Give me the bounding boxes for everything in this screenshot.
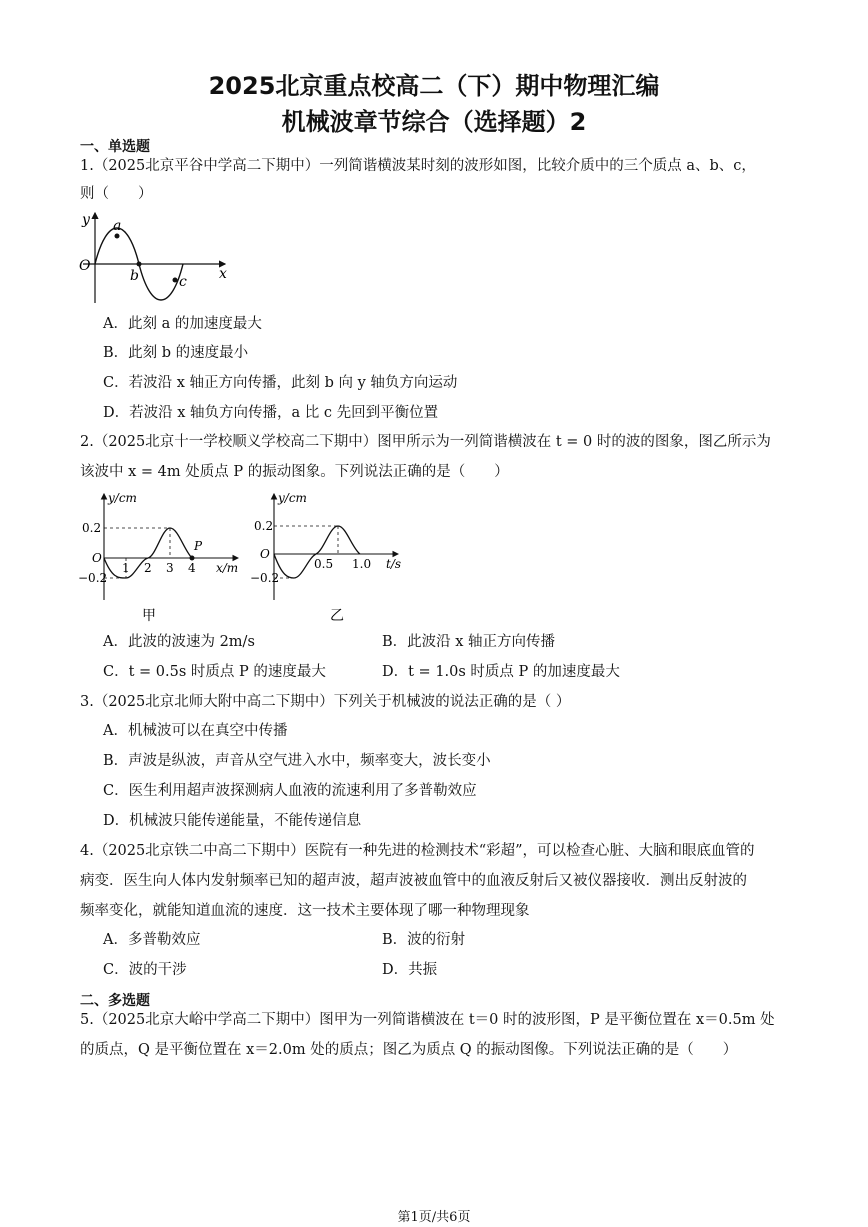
q5-stem-line1: 5.（2025北京大峪中学高二下期中）图甲为一列简谐横波在 t＝0 时的波形图，P 是平衡位置在 x＝0.5m 处 — [80, 1012, 775, 1028]
q3-stem-line1: 3.（2025北京北师大附中高二下期中）下列关于机械波的说法正确的是（ ） — [80, 694, 571, 710]
q1-wave-figure — [75, 208, 235, 308]
page-subtitle: 机械波章节综合（选择题）2 — [281, 108, 587, 136]
svg-text:2: 2 — [144, 561, 152, 575]
q3-option-b: B．声波是纵波，声音从空气进入水中，频率变大，波长变小 — [103, 753, 491, 769]
q4-option-c: C．波的干涉 — [103, 962, 187, 978]
q4-option-d: D．共振 — [382, 962, 438, 978]
svg-text:y/cm: y/cm — [278, 491, 307, 505]
q1-label-a: a — [113, 218, 122, 234]
q2-figure-jia — [76, 488, 246, 628]
q1-label-origin: O — [79, 258, 91, 274]
q4-option-b: B．波的衍射 — [382, 932, 466, 948]
q2-stem-line1: 2.（2025北京十一学校顺义学校高二下期中）图甲所示为一列简谐横波在 t = 0 时的波的图象，图乙所示为 — [80, 434, 771, 450]
q3-option-a: A．机械波可以在真空中传播 — [103, 723, 288, 739]
q4-stem-line1: 4.（2025北京铁二中高二下期中）医院有一种先进的检测技术“彩超”，可以检查心脏、大脑和眼底血管的 — [80, 843, 755, 859]
svg-text:O: O — [92, 551, 102, 565]
svg-text:−0.2: −0.2 — [250, 571, 280, 585]
q3-option-d: D．机械波只能传递能量，不能传递信息 — [103, 813, 362, 829]
q1-option-b: B．此刻 b 的速度最小 — [103, 345, 249, 361]
q2-figure-yi — [250, 488, 410, 628]
q1-stem-line1: 1.（2025北京平谷中学高二下期中）一列简谐横波某时刻的波形如图，比较介质中的三个质点 a、b、c， — [80, 158, 756, 174]
svg-text:4: 4 — [188, 561, 196, 575]
q2-option-b: B．此波沿 x 轴正方向传播 — [382, 634, 556, 650]
q2-jia-caption: 甲 — [142, 608, 156, 624]
q1-point-a — [115, 234, 120, 239]
q2-yi-caption: 乙 — [330, 608, 344, 624]
svg-text:y/cm: y/cm — [108, 491, 137, 505]
svg-text:x/m: x/m — [216, 561, 239, 575]
page-footer: 第1页/共6页 — [397, 1210, 471, 1225]
svg-text:P: P — [194, 539, 203, 553]
q2-stem-line2: 该波中 x = 4m 处质点 P 的振动图象。下列说法正确的是（ ） — [80, 464, 509, 480]
q1-label-c: c — [179, 274, 187, 290]
svg-text:−0.2: −0.2 — [78, 571, 108, 585]
q1-point-c — [173, 278, 178, 283]
q3-option-c: C．医生利用超声波探测病人血液的流速利用了多普勒效应 — [103, 783, 477, 799]
q1-stem-line2: 则（ ） — [80, 186, 153, 202]
svg-text:1: 1 — [122, 561, 130, 575]
q1-option-a: A．此刻 a 的加速度最大 — [103, 316, 262, 332]
q1-option-d: D．若波沿 x 轴负方向传播，a 比 c 先回到平衡位置 — [103, 405, 439, 421]
svg-text:0.2: 0.2 — [82, 521, 102, 535]
q4-stem-line2: 病变．医生向人体内发射频率已知的超声波，超声波被血管中的血液反射后又被仪器接收．测出反射波的 — [80, 873, 747, 889]
q2-jia-point-p — [190, 556, 195, 561]
q1-label-x: x — [219, 266, 227, 282]
q1-point-b — [137, 262, 142, 267]
q2-option-d: D．t = 1.0s 时质点 P 的加速度最大 — [382, 664, 620, 680]
q5-stem-line2: 的质点，Q 是平衡位置在 x＝2.0m 处的质点；图乙为质点 Q 的振动图像。下列说法正确的是（ ） — [80, 1042, 738, 1058]
q4-option-a: A．多普勒效应 — [103, 932, 201, 948]
q2-option-a: A．此波的波速为 2m/s — [103, 634, 255, 650]
svg-text:0.5: 0.5 — [314, 557, 334, 571]
page-title: 2025北京重点校高二（下）期中物理汇编 — [208, 72, 660, 100]
q2-option-c: C．t = 0.5s 时质点 P 的速度最大 — [103, 664, 326, 680]
svg-text:1.0: 1.0 — [352, 557, 372, 571]
svg-text:3: 3 — [166, 561, 174, 575]
svg-text:0.2: 0.2 — [254, 519, 274, 533]
q1-label-y: y — [82, 212, 90, 228]
q1-option-c: C．若波沿 x 轴正方向传播，此刻 b 向 y 轴负方向运动 — [103, 375, 458, 391]
svg-text:O: O — [260, 547, 270, 561]
svg-text:t/s: t/s — [386, 557, 402, 571]
section-single-choice: 一、单选题 — [80, 139, 150, 155]
q4-stem-line3: 频率变化，就能知道血流的速度．这一技术主要体现了哪一种物理现象 — [80, 903, 530, 919]
q1-label-b: b — [130, 268, 139, 284]
section-multi-choice: 二、多选题 — [80, 993, 150, 1009]
